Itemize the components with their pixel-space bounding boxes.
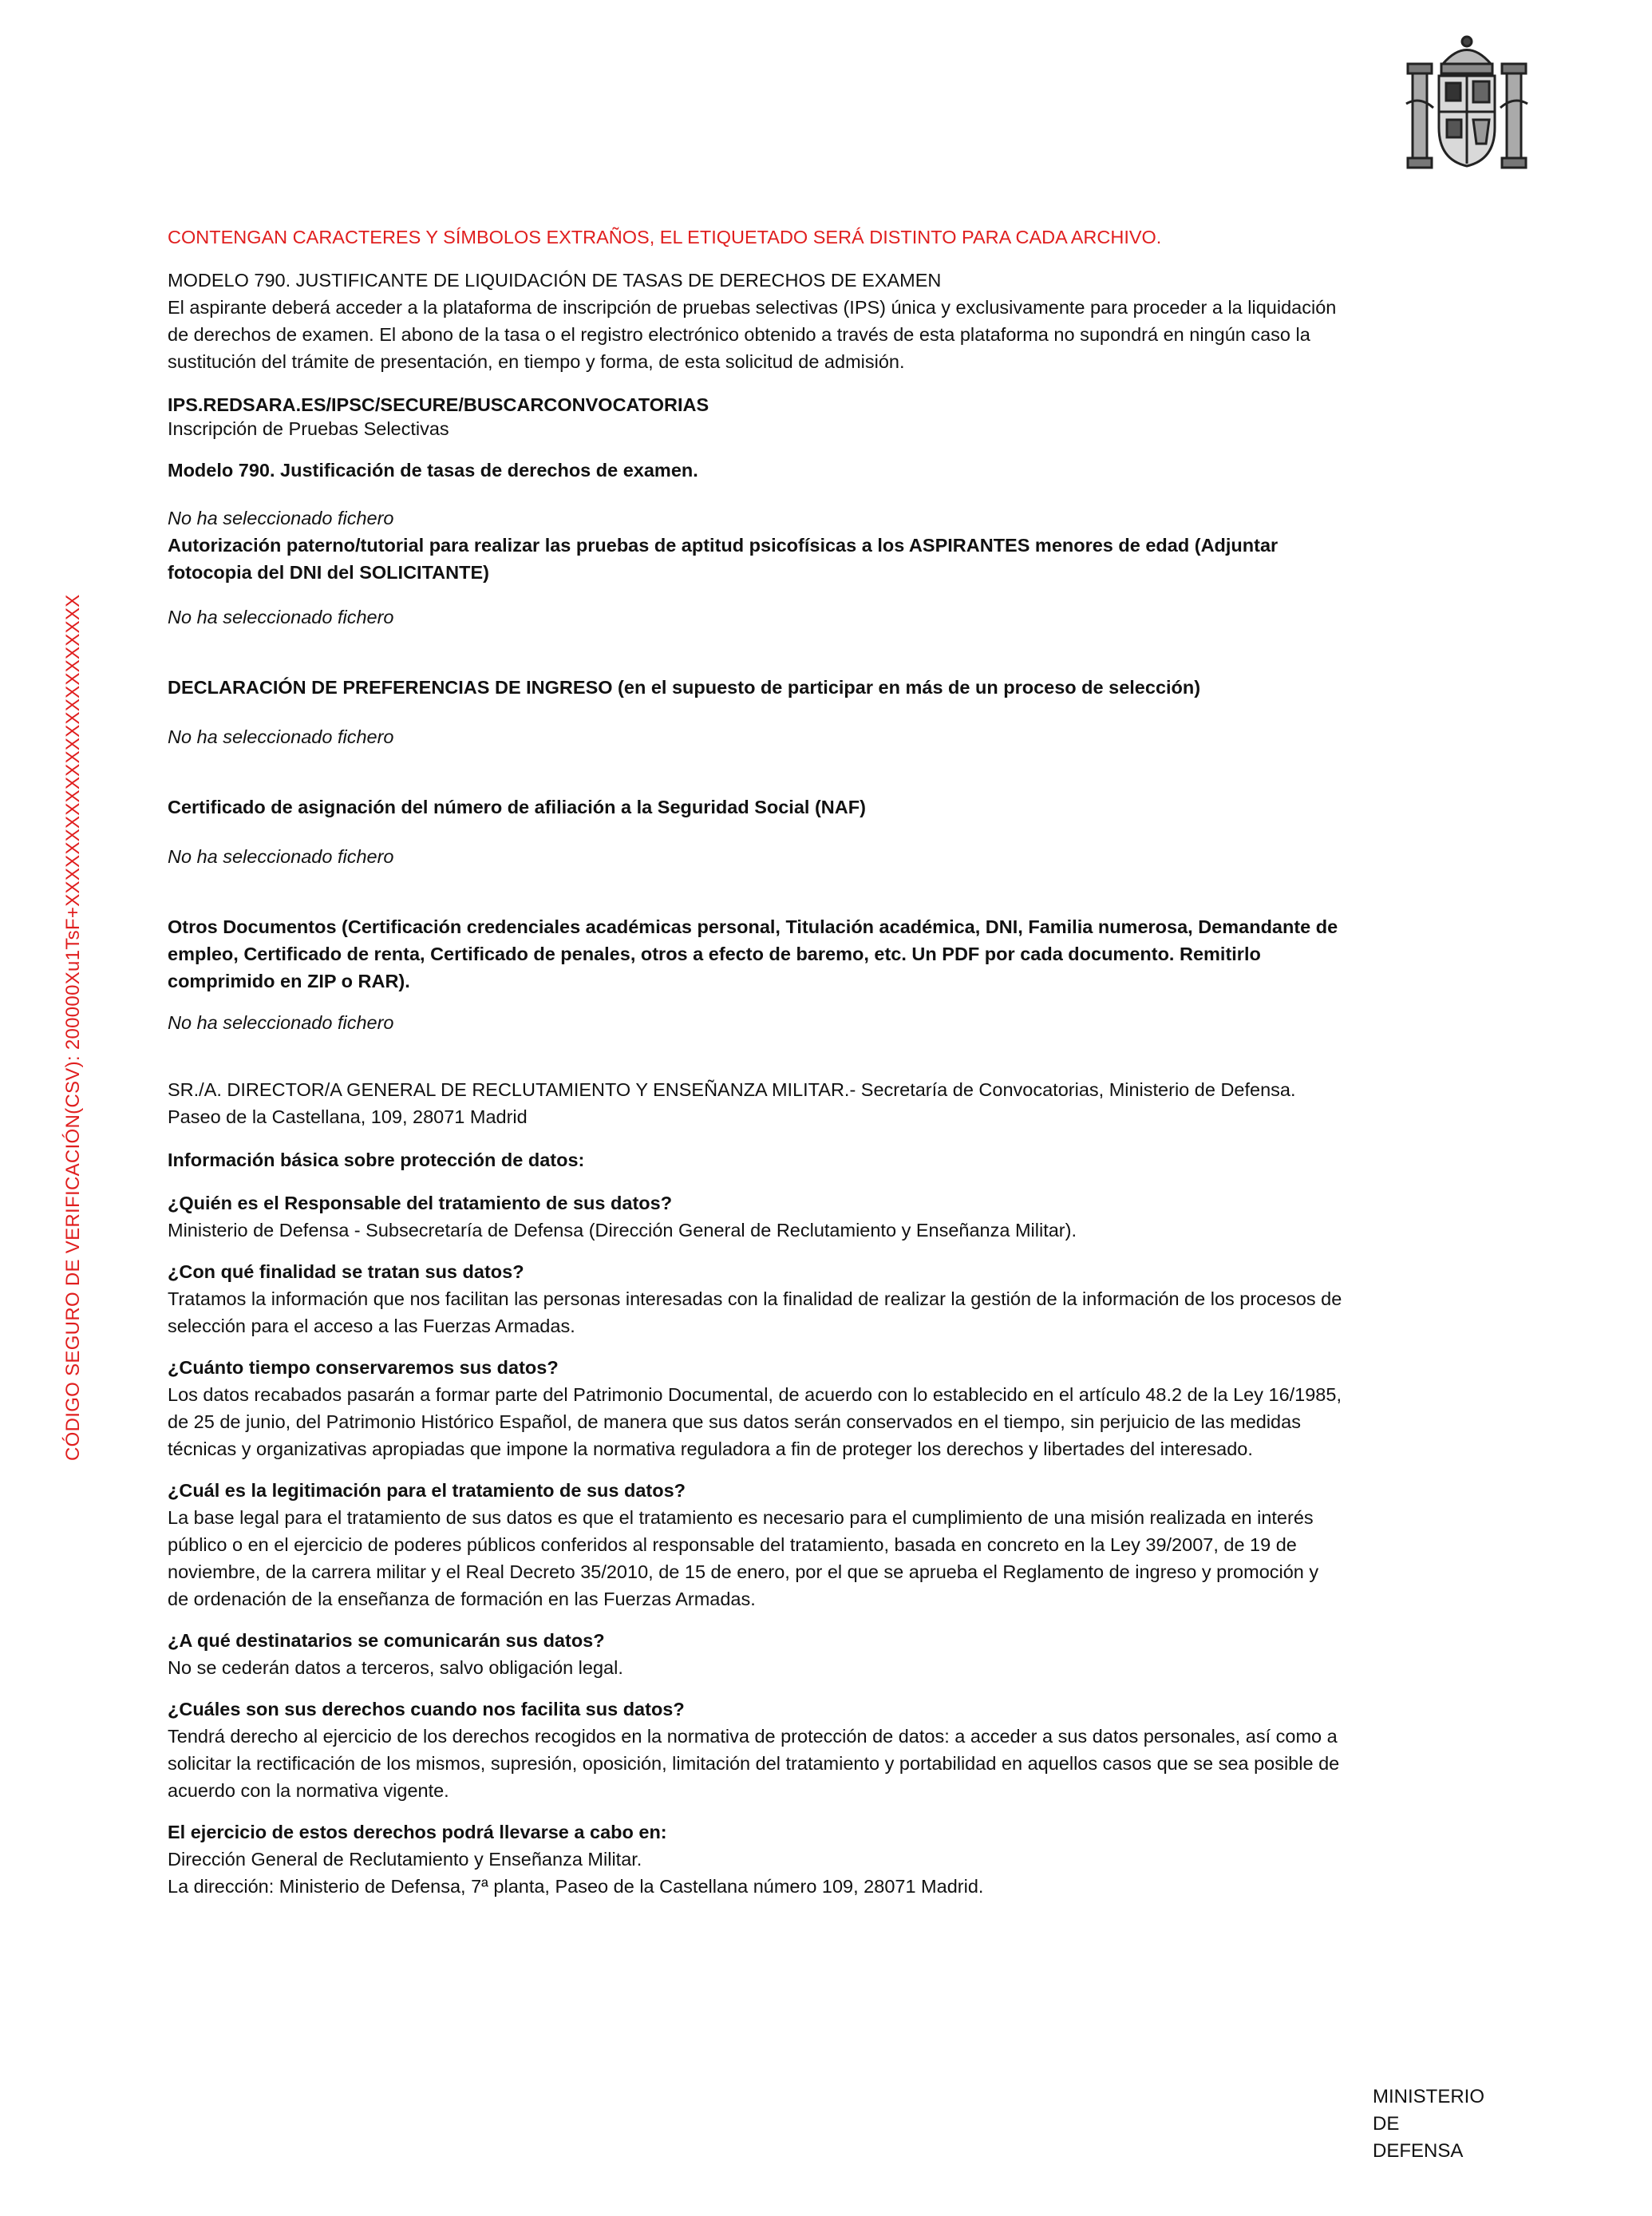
attachment-item (168, 793, 1500, 870)
privacy-answer: Tratamos la información que nos facilitan las personas interesadas con la finalidad de realizar la gestión de la información de los procesos de (168, 1288, 1342, 1309)
privacy-answer: de ordenación de la enseñanza de formación en las Fuerzas Armadas. (168, 1589, 756, 1609)
privacy-answer: selección para el acceso a las Fuerzas Armadas. (168, 1316, 575, 1336)
attachment-title: DECLARACIÓN DE PREFERENCIAS DE INGRESO (en el supuesto de participar en más de un proceso de selección) (168, 677, 1201, 698)
attachment-item (168, 532, 1500, 631)
privacy-answer: público o en el ejercicio de poderes públicos conferidos al responsable del tratamiento, basada en concreto en la Ley 39/2007, de 19 de (168, 1534, 1297, 1555)
modelo-text: de derechos de examen. El abono de la tasa o el registro electrónico obtenido a través de esta plataforma no supondrá en ningún caso la (168, 324, 1310, 345)
privacy-item (168, 1354, 1500, 1462)
privacy-answer: Ministerio de Defensa - Subsecretaría de Defensa (Dirección General de Reclutamiento y Enseñanza Militar). (168, 1220, 1077, 1241)
privacy-answer: Tendrá derecho al ejercicio de los derechos recogidos en la normativa de protección de datos: a acceder a sus datos personales, así como a (168, 1726, 1338, 1747)
privacy-heading: Información básica sobre protección de datos: (168, 1150, 585, 1170)
file-status[interactable]: No ha seleccionado fichero (168, 726, 394, 747)
privacy-answer: No se cederán datos a terceros, salvo obligación legal. (168, 1657, 623, 1678)
privacy-answer: acuerdo con la normativa vigente. (168, 1780, 449, 1801)
attachment-title: Autorización paterno/tutorial para realizar las pruebas de aptitud psicofísicas a los ASPIRANTES menores de edad (Adjuntar (168, 535, 1279, 556)
privacy-answer: La base legal para el tratamiento de sus datos es que el tratamiento es necesario para el cumplimiento de una misión realizada en interés (168, 1507, 1314, 1528)
attachment-item (168, 913, 1500, 1036)
ips-section (168, 391, 1500, 439)
privacy-question: ¿A qué destinatarios se comunicarán sus datos? (168, 1630, 605, 1651)
privacy-answer: solicitar la rectificación de los mismos, supresión, oposición, limitación del tratamiento y portabilidad en aquellos casos que se sea posible de (168, 1753, 1340, 1774)
privacy-answer: noviembre, de la carrera militar y el Real Decreto 35/2010, de 15 de enero, por el que se aprueba el Reglamento de ingreso y promoción y (168, 1561, 1319, 1582)
privacy-item (168, 1818, 1500, 1900)
ips-link[interactable]: IPS.REDSARA.ES/IPSC/SECURE/BUSCARCONVOCATORIAS (168, 394, 709, 415)
modelo-title: MODELO 790. JUSTIFICANTE DE LIQUIDACIÓN DE TASAS DE DERECHOS DE EXAMEN (168, 270, 942, 291)
attachment-item (168, 674, 1500, 750)
file-status[interactable]: No ha seleccionado fichero (168, 508, 394, 528)
attachment-item (168, 457, 1500, 532)
privacy-answer: de 25 de junio, del Patrimonio Histórico Español, de manera que sus datos serán conservados en el tiempo, sin perjuicio de las medidas (168, 1411, 1301, 1432)
privacy-question: ¿Quién es el Responsable del tratamiento de sus datos? (168, 1193, 673, 1213)
warning-text: CONTENGAN CARACTERES Y SÍMBOLOS EXTRAÑOS, EL ETIQUETADO SERÁ DISTINTO PARA CADA ARCHIVO. (168, 227, 1162, 247)
privacy-question: ¿Cuánto tiempo conservaremos sus datos? (168, 1357, 559, 1378)
footer-line: MINISTERIO (1373, 2086, 1485, 2107)
privacy-item (168, 1189, 1500, 1244)
privacy-question: El ejercicio de estos derechos podrá llevarse a cabo en: (168, 1822, 667, 1842)
ministry-footer (1373, 2083, 1484, 2165)
attachment-title: comprimido en ZIP o RAR). (168, 971, 410, 991)
attachment-title: Certificado de asignación del número de afiliación a la Seguridad Social (NAF) (168, 797, 866, 817)
privacy-question: ¿Con qué finalidad se tratan sus datos? (168, 1261, 524, 1282)
privacy-answer: Los datos recabados pasarán a formar parte del Patrimonio Documental, de acuerdo con lo establecido en el artículo 48.2 de la Ley 16/1985, (168, 1384, 1342, 1405)
modelo-text: sustitución del trámite de presentación, en tiempo y forma, de esta solicitud de admisión. (168, 351, 905, 372)
attachment-title: fotocopia del DNI del SOLICITANTE) (168, 562, 489, 583)
privacy-answer: técnicas y organizativas apropiadas que impone la normativa reguladora a fin de proteger los derechos y libertades del interesado. (168, 1438, 1253, 1459)
address-line: Paseo de la Castellana, 109, 28071 Madrid (168, 1106, 528, 1127)
file-status[interactable]: No ha seleccionado fichero (168, 846, 394, 867)
privacy-item (168, 1696, 1500, 1804)
file-status[interactable]: No ha seleccionado fichero (168, 1012, 394, 1033)
address-block (168, 1076, 1500, 1130)
attachment-title: Otros Documentos (Certificación credenciales académicas personal, Titulación académica, DNI, Familia numerosa, Demandante de (168, 916, 1338, 937)
modelo-section (168, 267, 1500, 375)
document-body (168, 224, 1500, 1900)
attachment-title: empleo, Certificado de renta, Certificado de penales, otros a efecto de baremo, etc. Un PDF por cada documento. Remitirlo (168, 944, 1261, 964)
footer-line: DEFENSA (1373, 2140, 1464, 2162)
file-status[interactable]: No ha seleccionado fichero (168, 607, 394, 627)
ips-subtitle: Inscripción de Pruebas Selectivas (168, 418, 449, 439)
coat-of-arms-icon (1403, 32, 1531, 172)
privacy-answer: Dirección General de Reclutamiento y Enseñanza Militar. (168, 1849, 642, 1870)
footer-line: DE (1373, 2113, 1400, 2135)
privacy-question: ¿Cuáles son sus derechos cuando nos facilita sus datos? (168, 1699, 685, 1719)
privacy-item (168, 1477, 1500, 1613)
privacy-item (168, 1258, 1500, 1339)
attachment-title: Modelo 790. Justificación de tasas de derechos de examen. (168, 460, 698, 481)
verification-code: CÓDIGO SEGURO DE VERIFICACIÓN(CSV): 200000Xu1TsF+XXXXXXXXXXXXXXXXXXXXXXXX (62, 594, 84, 1461)
modelo-text: El aspirante deberá acceder a la plataforma de inscripción de pruebas selectivas (IPS) única y exclusivamente para proceder a la liquidación (168, 297, 1337, 318)
address-line: SR./A. DIRECTOR/A GENERAL DE RECLUTAMIENTO Y ENSEÑANZA MILITAR.- Secretaría de Convocatorias, Ministerio de Defensa. (168, 1079, 1296, 1100)
privacy-answer: La dirección: Ministerio de Defensa, 7ª planta, Paseo de la Castellana número 109, 28071 Madrid. (168, 1876, 984, 1897)
privacy-item (168, 1627, 1500, 1681)
privacy-question: ¿Cuál es la legitimación para el tratamiento de sus datos? (168, 1480, 686, 1501)
